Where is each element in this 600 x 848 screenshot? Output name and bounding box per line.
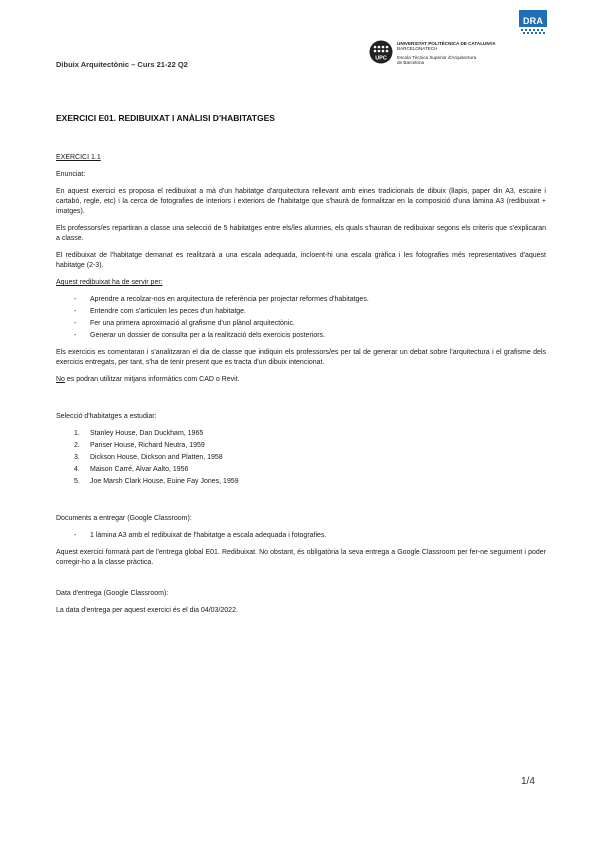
course-header: Dibuix Arquitectònic – Curs 21-22 Q2 (56, 60, 188, 69)
upc-institution-text (397, 41, 547, 66)
paragraph-2: Els professors/es repartiran a classe una selecció de 5 habitatges entre els/les alumnes, els quals s'hauran de redibuixar segons els criteris que s'explicaran a classe. (56, 225, 546, 242)
dra-logo-text: DRA (522, 16, 544, 26)
paragraph-4: Els exercicis es comentaran i s'analitzaran el dia de classe que indiquin els professors/es per tal de generar un debat sobre l'arquitectura i el grafisme dels exercicis entregats, per tant, s'ha de tenir present que es tracta d'un dibuix intencionat. (56, 349, 546, 366)
document-title: EXERCICI E01. REDIBUIXAT I ANÀLISI D'HABITATGES (56, 113, 275, 123)
list-item-text: Generar un dossier de consulta per a la realització dels exercicis posteriors. (90, 332, 326, 339)
list-number: 4. (74, 466, 80, 473)
selection-label: Selecció d'habitatges a estudiar: (56, 413, 157, 420)
paragraph-5: Aquest exercici formarà part de l'entrega global E01. Redibuixat. No obstant, és obligatòria la seva entrega a Google Classroom per fer-ne seguiment i poder corregir-ho a la classe pràctica. (56, 549, 546, 566)
dra-logo (519, 10, 547, 36)
list-item (56, 453, 546, 463)
list-item-text: Entendre com s'articulen les peces d'un habitatge. (90, 308, 246, 315)
list-item (56, 531, 546, 541)
list-number: 5. (74, 478, 80, 485)
documents-list (56, 531, 546, 541)
page-number: 1/4 (521, 776, 535, 787)
list-dash: - (74, 332, 77, 339)
list-number: 2. (74, 442, 80, 449)
paragraph-3: El redibuixat de l'habitatge demanat es realitzarà a una escala adequada, incloent-hi una escala gràfica i les fotografies més representatives d'aquest habitatge (2-3). (56, 252, 546, 269)
enunciat-label: Enunciat: (56, 171, 86, 178)
list-dash: - (74, 296, 77, 303)
list-item (56, 441, 546, 451)
house-name: Maison Carré, Alvar Aalto, 1956 (90, 466, 189, 473)
upc-line-4: de Barcelona (397, 60, 425, 66)
paragraph-1: En aquest exercici es proposa el redibuixat a mà d'un habitatge d'arquitectura rellevant amb eines tradicionals de dibuix (llapis, paper din A3, escaire i cartabó, regle, etc) i la cerca de fotografies de interiors i exteriors de l'habitatge que s'haurà de formalitzar en la composició d'una làmina A3 (redibuixat + imatges). (56, 188, 546, 215)
upc-line-2: BARCELONATECH (397, 46, 438, 52)
list-item (56, 465, 546, 475)
list-dash: - (74, 532, 77, 539)
section-heading: EXERCICI 1.1 (56, 154, 101, 161)
upc-line-1: UNIVERSITAT POLITÈCNICA DE CATALUNYA (397, 41, 496, 46)
list-item-text: 1 làmina A3 amb el redibuixat de l'habitatge a escala adequada i fotografies. (90, 532, 327, 539)
svg-text:UPC: UPC (375, 55, 387, 62)
list-item (56, 477, 546, 487)
date-text: La data d'entrega per aquest exercici és el dia 04/03/2022. (56, 607, 238, 614)
house-name: Stanley House, Dan Duckham, 1965 (90, 430, 204, 437)
list-item-text: Fer una primera aproximació al grafisme d'un plànol arquitectònic. (90, 320, 295, 327)
list-item (56, 295, 546, 305)
upc-line-3: Escola Tècnica Superior d'Arquitectura (397, 54, 477, 60)
upc-logo-icon (369, 40, 393, 64)
list-item-text: Aprendre a recolzar-nos en arquitectura de referència per projectar reformes d'habitatges. (90, 296, 369, 303)
houses-list (56, 429, 546, 487)
house-name: Dickson House, Dickson and Platten, 1958 (90, 454, 223, 461)
list-number: 3. (74, 454, 80, 461)
no-prefix: No (56, 376, 65, 383)
list-number: 1. (74, 430, 80, 437)
list-item (56, 319, 546, 329)
purpose-list (56, 295, 546, 341)
date-label: Data d'entrega (Google Classroom): (56, 590, 169, 597)
no-cad-note (56, 375, 546, 385)
list-item (56, 331, 546, 341)
house-name: Joe Marsh Clark House, Euine Fay Jones, 1959 (90, 478, 239, 485)
list-item (56, 429, 546, 439)
list-dash: - (74, 320, 77, 327)
documents-label: Documents a entregar (Google Classroom): (56, 515, 192, 522)
house-name: Pariser House, Richard Neutra, 1959 (90, 442, 205, 449)
document-body (56, 153, 546, 623)
list-dash: - (74, 308, 77, 315)
purpose-label: Aquest redibuixat ha de servir per: (56, 279, 163, 286)
no-rest: es podran utilitzar mitjans informàtics com CAD o Revit. (64, 376, 240, 383)
list-item (56, 307, 546, 317)
